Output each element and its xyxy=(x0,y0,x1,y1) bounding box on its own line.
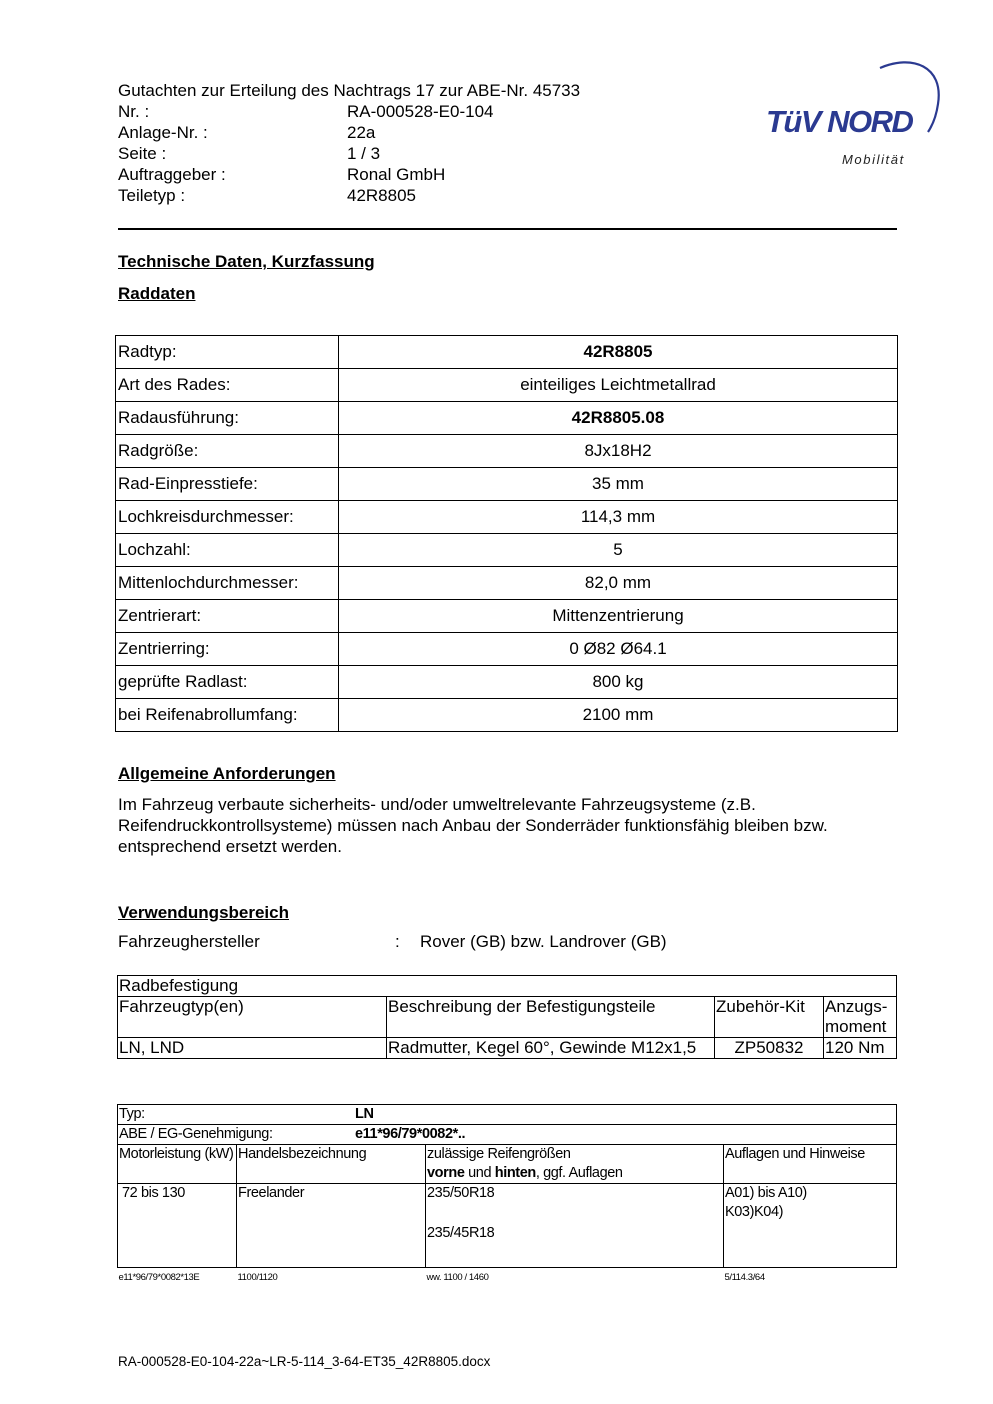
column-header: Beschreibung der Befestigungsteile xyxy=(387,997,715,1038)
note: K03)K04) xyxy=(725,1204,784,1220)
column-header: Auflagen und Hinweise xyxy=(724,1145,897,1184)
wheel-attribute-label: Lochzahl: xyxy=(116,534,339,567)
section-usage-scope: Verwendungsbereich xyxy=(118,903,289,922)
table-cell: LN, LND xyxy=(118,1038,387,1059)
wheel-attribute-value: 42R8805 xyxy=(339,336,898,369)
footnote: e11*96/79*0082*13E xyxy=(118,1272,200,1283)
table-row xyxy=(118,1145,897,1184)
table-row xyxy=(116,600,898,633)
column-header: Handelsbezeichnung xyxy=(237,1145,426,1184)
header-label: Seite : xyxy=(118,144,167,163)
logo-subtitle: Mobilität xyxy=(842,152,905,167)
wheel-attribute-value: 42R8805.08 xyxy=(339,402,898,435)
header-label: Auftraggeber : xyxy=(118,165,226,184)
table-cell xyxy=(426,1184,724,1268)
table-row xyxy=(118,1038,897,1059)
wheel-attribute-label: Radgröße: xyxy=(116,435,339,468)
tyres-header-line1: zulässige Reifengrößen xyxy=(427,1146,571,1162)
table-cell: Freelander xyxy=(237,1184,426,1268)
column-header: Motorleistung (kW) xyxy=(118,1145,237,1184)
wheel-attribute-value: 5 xyxy=(339,534,898,567)
power-value: 72 bis 130 xyxy=(122,1185,185,1201)
wheel-attribute-value: 0 Ø82 Ø64.1 xyxy=(339,633,898,666)
table-row xyxy=(116,336,898,369)
tyre-size: 235/50R18 xyxy=(427,1185,495,1201)
column-header-tyres xyxy=(426,1145,724,1184)
wheel-attribute-value: 114,3 mm xyxy=(339,501,898,534)
column-header: Zubehör-Kit xyxy=(715,997,824,1038)
column-header: Fahrzeugtyp(en) xyxy=(118,997,387,1038)
wheel-attribute-label: Rad-Einpresstiefe: xyxy=(116,468,339,501)
wheel-attribute-value: Mittenzentrierung xyxy=(339,600,898,633)
section-general-requirements: Allgemeine Anforderungen xyxy=(118,764,336,783)
header-label: Nr. : xyxy=(118,102,150,121)
header-row-anlage xyxy=(118,122,580,143)
table-row xyxy=(116,468,898,501)
footnote: ww. 1100 / 1460 xyxy=(426,1272,489,1283)
table-cell xyxy=(118,1184,237,1268)
wheel-attribute-label: geprüfte Radlast: xyxy=(116,666,339,699)
header-value: 1 / 3 xyxy=(347,144,381,163)
header-value: 22a xyxy=(347,123,376,142)
section-raddaten: Raddaten xyxy=(118,284,196,303)
footnote: 1100/1120 xyxy=(237,1272,278,1283)
approval-value: e11*96/79*0082*.. xyxy=(355,1126,466,1142)
footnote-row xyxy=(118,1268,897,1288)
header-value: 42R8805 xyxy=(347,186,417,205)
table-row xyxy=(116,534,898,567)
wheel-attribute-label: Art des Rades: xyxy=(116,369,339,402)
wheel-data-table xyxy=(115,335,898,732)
manufacturer-colon: : xyxy=(395,932,400,951)
wheel-attribute-label: Radausführung: xyxy=(116,402,339,435)
table-row xyxy=(116,369,898,402)
table-row xyxy=(118,1125,897,1145)
wheel-attribute-label: Zentrierring: xyxy=(116,633,339,666)
wheel-attribute-value: 35 mm xyxy=(339,468,898,501)
wheel-attribute-label: Mittenlochdurchmesser: xyxy=(116,567,339,600)
tyres-header-rest: , ggf. Auflagen xyxy=(535,1165,623,1181)
note: A01) bis A10) xyxy=(725,1185,807,1201)
tuev-nord-logo: TüV NORD xyxy=(766,104,913,139)
column-header: Anzugs-moment xyxy=(824,997,897,1038)
table-cell: Radmutter, Kegel 60°, Gewinde M12x1,5 xyxy=(387,1038,715,1059)
footer-filename: RA-000528-E0-104-22a~LR-5-114_3-64-ET35_42R8805.docx xyxy=(118,1354,491,1369)
header-divider xyxy=(118,228,897,230)
document-title: Gutachten zur Erteilung des Nachtrags 17 zur ABE-Nr. 45733 xyxy=(118,81,581,100)
table-row xyxy=(118,1184,897,1268)
header-label: Anlage-Nr. : xyxy=(118,123,208,142)
type-value: LN xyxy=(355,1106,374,1122)
tyre-size: 235/45R18 xyxy=(427,1225,495,1241)
header-row-seite xyxy=(118,143,580,164)
document-header xyxy=(118,80,580,206)
wheel-attribute-label: bei Reifenabrollumfang: xyxy=(116,699,339,732)
tyres-header-front: vorne xyxy=(427,1165,465,1181)
manufacturer-label: Fahrzeughersteller xyxy=(118,932,260,951)
fastening-title: Radbefestigung xyxy=(118,976,897,997)
header-row-auftraggeber xyxy=(118,164,580,185)
tyres-header-and: und xyxy=(464,1165,495,1181)
table-row xyxy=(116,435,898,468)
table-cell: 120 Nm xyxy=(824,1038,897,1059)
table-cell: ZP50832 xyxy=(715,1038,824,1059)
wheel-attribute-value: 8Jx18H2 xyxy=(339,435,898,468)
table-row xyxy=(116,666,898,699)
section-tech-summary: Technische Daten, Kurzfassung xyxy=(118,252,375,271)
vehicle-type-table xyxy=(117,1104,897,1287)
tyres-header-rear: hinten xyxy=(494,1165,536,1181)
approval-label: ABE / EG-Genehmigung: xyxy=(119,1126,273,1142)
table-row xyxy=(116,567,898,600)
header-value: Ronal GmbH xyxy=(347,165,446,184)
wheel-attribute-value: 800 kg xyxy=(339,666,898,699)
wheel-attribute-value: einteiliges Leichtmetallrad xyxy=(339,369,898,402)
wheel-attribute-label: Lochkreisdurchmesser: xyxy=(116,501,339,534)
wheel-attribute-value: 82,0 mm xyxy=(339,567,898,600)
type-label: Typ: xyxy=(119,1106,145,1122)
table-cell xyxy=(724,1184,897,1268)
manufacturer-value: Rover (GB) bzw. Landrover (GB) xyxy=(420,932,667,951)
wheel-attribute-label: Zentrierart: xyxy=(116,600,339,633)
table-row xyxy=(116,633,898,666)
header-label: Teiletyp : xyxy=(118,186,186,205)
table-row xyxy=(118,976,897,997)
header-row-nr xyxy=(118,101,580,122)
table-row xyxy=(116,501,898,534)
table-row xyxy=(116,402,898,435)
table-row xyxy=(116,699,898,732)
wheel-attribute-value: 2100 mm xyxy=(339,699,898,732)
table-row xyxy=(118,997,897,1038)
header-value: RA-000528-E0-104 xyxy=(347,102,494,121)
fastening-table xyxy=(117,975,897,1059)
general-requirements-text: Im Fahrzeug verbaute sicherheits- und/oder umweltrelevante Fahrzeugsysteme (z.B. Reifendruckkontrollsysteme) müssen nach Anbau der Sonderräder funktionsfähig bleiben bzw. entsprechend ersetzt werden. xyxy=(118,795,828,856)
wheel-attribute-label: Radtyp: xyxy=(116,336,339,369)
table-row xyxy=(118,1105,897,1125)
header-row-teiletyp xyxy=(118,185,580,206)
footnote: 5/114.3/64 xyxy=(724,1272,765,1283)
